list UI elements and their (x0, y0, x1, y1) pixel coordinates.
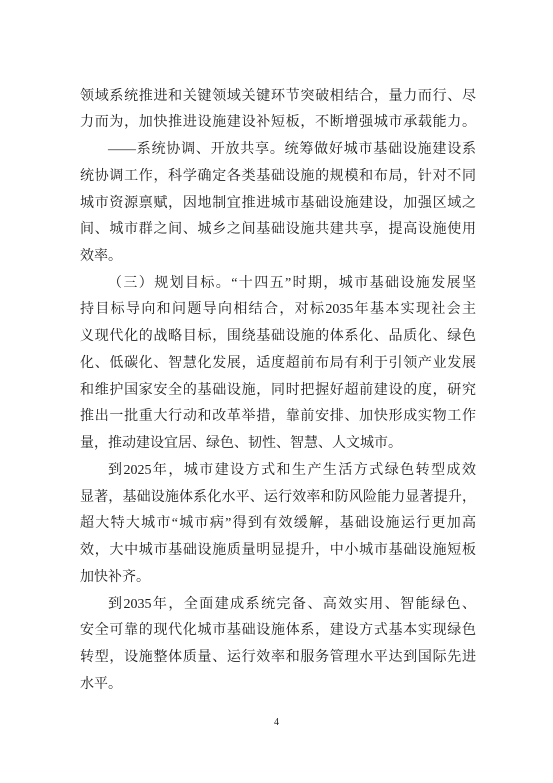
section-heading: （三）规划目标。 (108, 275, 232, 291)
text-line: 转型，设施整体质量、运行效率和服务管理水平达到国际先进 (80, 650, 476, 666)
text-line: 化、低碳化、智慧化发展，适度超前布局有利于引领产业发展 (80, 355, 476, 371)
text-line: 效，大中城市基础设施质量明显提升，中小城市基础设施短板 (80, 543, 476, 559)
body-text (80, 84, 476, 699)
text-line: 力而为，加快推进设施建设补短板，不断增强城市承载能力。 (80, 115, 476, 131)
text-line: 持目标导向和问题导向相结合，对标2035年基本实现社会主 (80, 302, 476, 318)
paragraph-continuation (80, 84, 476, 137)
paragraph-system-coordination (80, 137, 476, 271)
text-line: 超大特大城市“城市病”得到有效缓解，基础设施运行更加高 (80, 516, 476, 532)
text-segment: 统筹做好城市基础设施建设系 (284, 142, 476, 158)
paragraph-lead: ——系统协调、开放共享。 (108, 142, 285, 158)
paragraph-2025-goals (80, 458, 476, 592)
text-line: 加快补齐。 (80, 569, 150, 585)
text-line: 安全可靠的现代化城市基础设施体系，建设方式基本实现绿色 (80, 623, 476, 639)
text-line: 推出一批重大行动和改革举措，靠前安排、加快形成实物工作 (80, 409, 476, 425)
text-line: 量，推动建设宜居、绿色、韧性、智慧、人文城市。 (80, 436, 402, 452)
text-line: 间、城市群之间、城乡之间基础设施共建共享，提高设施使用 (80, 222, 476, 238)
text-line: 城市资源禀赋，因地制宜推进城市基础设施建设，加强区域之 (80, 195, 476, 211)
text-line: 显著，基础设施体系化水平、运行效率和防风险能力显著提升， (80, 489, 476, 505)
text-line: 到2035年，全面建成系统完备、高效实用、智能绿色、 (108, 596, 476, 612)
text-line: 到2025年，城市建设方式和生产生活方式绿色转型成效 (108, 462, 476, 478)
paragraph-2035-goals (80, 592, 476, 699)
paragraph-planning-goals (80, 271, 476, 458)
page-number: 4 (274, 717, 279, 728)
text-line: 领域系统推进和关键领域关键环节突破相结合，量力而行、尽 (80, 88, 476, 104)
text-line (80, 137, 476, 164)
text-line (80, 271, 476, 298)
text-line: 和维护国家安全的基础设施，同时把握好超前建设的度，研究 (80, 382, 476, 398)
text-line: 统协调工作，科学确定各类基础设施的规模和布局，针对不同 (80, 168, 476, 184)
text-line: 效率。 (80, 249, 122, 264)
text-line: 义现代化的战略目标，围绕基础设施的体系化、品质化、绿色 (80, 329, 476, 345)
text-line: 水平。 (80, 676, 122, 692)
text-segment: “十四五”时期，城市基础设施发展坚 (231, 275, 476, 291)
